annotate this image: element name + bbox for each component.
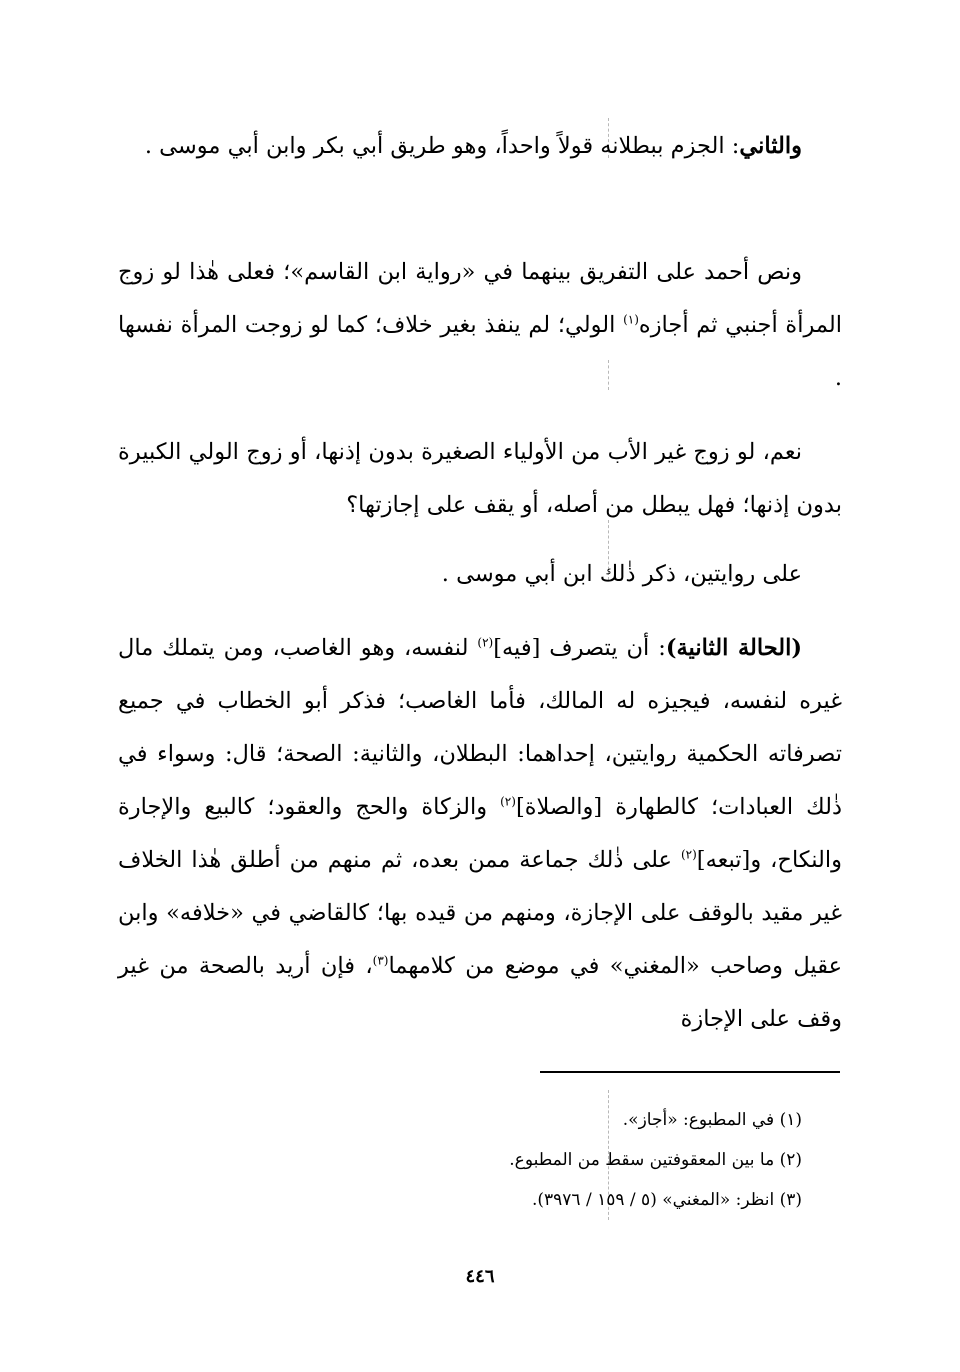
paragraph-two-narrations <box>118 548 842 601</box>
footnote-ref: (٢) <box>500 794 516 809</box>
paragraph-text: نعم، لو زوج غير الأب من الأولياء الصغيرة بدون إذنها، أو زوج الولي الكبيرة بدون إذنها؛ فهل يبطل من أصله، أو يقف على إجازتها؟ <box>118 439 842 518</box>
paragraph-text: ، فإن أريد بالصحة من غير وقف على الإجازة <box>118 953 842 1032</box>
footnote-1: (١) في المطبوع: «أجاز». <box>622 1110 802 1130</box>
paragraph-text: على روايتين، ذكر ذٰلك ابن أبي موسى . <box>441 561 802 587</box>
paragraph-text: ونص أحمد على التفريق بينهما في «رواية ابن القاسم»؛ فعلى هٰذا لو زوج المرأة أجنبي ثم أجازه <box>118 259 842 338</box>
paragraph-text: : الجزم ببطلانه قولاً واحداً، وهو طريق أبي بكر وابن أبي موسى . <box>144 133 740 159</box>
footnote-ref: (١) <box>623 312 639 327</box>
paragraph-lead: والثاني <box>739 133 802 159</box>
footnote-ref: (٢) <box>680 847 697 862</box>
paragraph-text: والزكاة والحج والعقود؛ كالبيع والإجارة والنكاح، و[تبعه] <box>118 794 842 873</box>
footnote-2: (٢) ما بين المعقوفتين سقط من المطبوع. <box>509 1150 802 1170</box>
page-number: ٤٤٦ <box>465 1266 495 1287</box>
footnote-3: (٣) انظر: «المغني» (٥ / ١٥٩ / ٣٩٧٦). <box>531 1190 802 1210</box>
paragraph-question <box>118 426 842 532</box>
paragraph-second-view <box>118 120 842 173</box>
paragraph-second-case <box>118 622 842 1046</box>
footnotes <box>242 1100 802 1220</box>
footnote-divider <box>540 1071 840 1073</box>
paragraph-ahmad-text <box>118 246 842 405</box>
paragraph-text: لنفسه، وهو الغاصب، ومن يتملك مال غيره لنفسه، فيجيزه له المالك، فأما الغاصب؛ فذكر أبو الخطاب في جميع تصرفاته الحكمية روايتين، إحداهما: البطلان، والثانية: الصحة؛ قال: وسواء في ذٰلك العبادات؛ كالطهارة [والصلاة] <box>118 635 842 820</box>
paragraph-text: الولي؛ لم ينفذ بغير خلاف؛ كما لو زوجت المرأة نفسها . <box>118 312 842 391</box>
paragraph-text: على ذٰلك جماعة ممن بعده، ثم منهم من أطلق هٰذا الخلاف غير مقيد بالوقف على الإجازة، ومنهم من قيده بها؛ كالقاضي في «خلافه» وابن عقيل وصاحب «المغني» في موضع من كلامهما <box>118 847 842 979</box>
footnote-ref: (٣) <box>372 953 389 968</box>
paragraph-text: : أن يتصرف [فيه] <box>493 635 666 661</box>
paragraph-lead: (الحالة الثانية) <box>665 635 802 661</box>
footnote-ref: (٢) <box>477 635 494 650</box>
